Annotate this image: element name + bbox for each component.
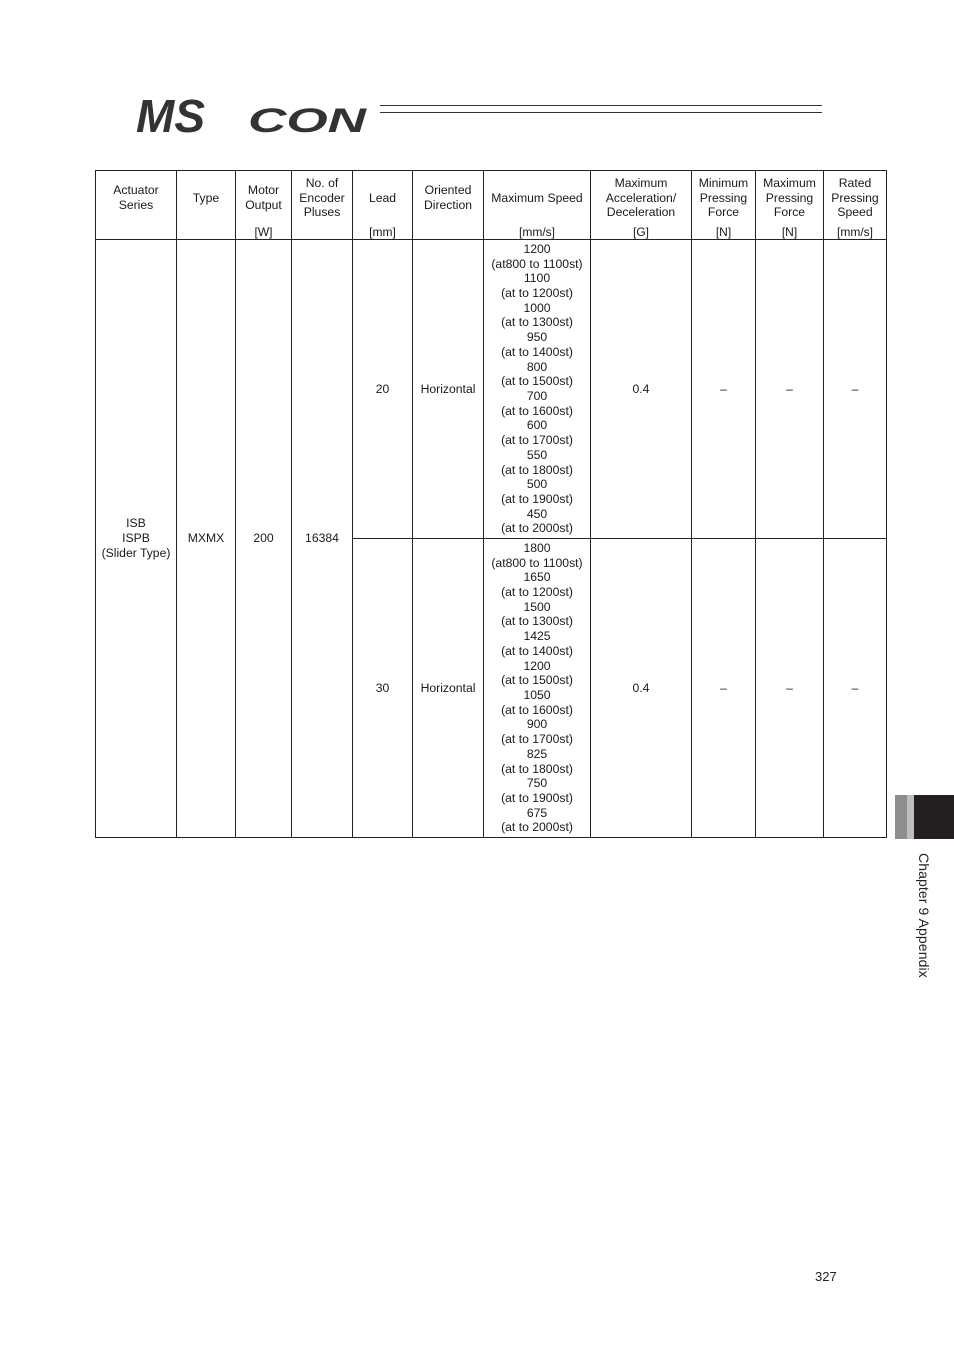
cell-rated-pressing-speed: –: [824, 240, 887, 539]
unit-oriented-direction: [413, 225, 484, 240]
speed-line: (at to 1200st): [501, 286, 573, 301]
header-motor-output: Motor Output: [236, 171, 292, 226]
header-encoder-pulses: No. of Encoder Pluses: [292, 171, 353, 226]
speed-line: 800: [526, 359, 548, 374]
cell-oriented-direction: Horizontal: [413, 240, 484, 539]
unit-type: [177, 225, 236, 240]
header-row: [96, 171, 887, 226]
unit-actuator-series: [96, 225, 177, 240]
speed-line: 1000: [523, 300, 551, 315]
cell-type: MXMX: [177, 240, 236, 838]
speed-line: (at to 2000st): [501, 820, 573, 835]
unit-encoder-pulses: [292, 225, 353, 240]
series-line: ISB: [126, 516, 146, 531]
cell-lead: 20: [353, 240, 413, 539]
speed-line: 1200: [523, 241, 551, 256]
speed-line: 900: [526, 717, 548, 732]
unit-maximum-speed: [mm/s]: [484, 225, 591, 240]
speed-line: 1100: [523, 271, 551, 286]
unit-motor-output: [W]: [236, 225, 292, 240]
cell-max-acceleration: 0.4: [591, 240, 692, 539]
cell-max-acceleration: 0.4: [591, 539, 692, 838]
speed-line: (at to 1400st): [501, 344, 573, 359]
header-maximum-speed: Maximum Speed: [484, 171, 591, 226]
cell-min-pressing-force: –: [692, 539, 756, 838]
speed-line: 600: [526, 418, 548, 433]
speed-line: (at to 1600st): [501, 702, 573, 717]
unit-max-acceleration: [G]: [591, 225, 692, 240]
speed-line: (at to 1200st): [501, 585, 573, 600]
speed-line: 1800: [523, 540, 551, 555]
speed-line: 825: [526, 746, 548, 761]
cell-motor-output: 200: [236, 240, 292, 838]
header-type: Type: [177, 171, 236, 226]
speed-line: (at800 to 1100st): [491, 555, 583, 570]
speed-line: (at to 1600st): [501, 403, 573, 418]
speed-line: 1425: [523, 629, 551, 644]
speed-line: (at to 1800st): [501, 761, 573, 776]
speed-line: 500: [526, 477, 548, 492]
cell-min-pressing-force: –: [692, 240, 756, 539]
header-rated-pressing-speed: Rated Pressing Speed: [824, 171, 887, 226]
header-lead: Lead: [353, 171, 413, 226]
cell-lead: 30: [353, 539, 413, 838]
unit-max-pressing-force: [N]: [756, 225, 824, 240]
logo-con: CON: [248, 102, 368, 138]
tab-stripe-light: [907, 795, 914, 839]
header-max-pressing-force: Maximum Pressing Force: [756, 171, 824, 226]
cell-maximum-speed: [484, 240, 591, 539]
cell-actuator-series: [96, 240, 177, 838]
speed-line: 675: [526, 805, 548, 820]
cell-max-pressing-force: –: [756, 539, 824, 838]
header-rule-top: [380, 105, 822, 106]
speed-line: 750: [526, 776, 548, 791]
actuator-spec-table: [95, 170, 887, 838]
cell-encoder-pulses: 16384: [292, 240, 353, 838]
speed-line: (at to 1700st): [501, 732, 573, 747]
header-min-pressing-force: Minimum Pressing Force: [692, 171, 756, 226]
speed-line: 1500: [523, 599, 551, 614]
speed-line: (at to 1300st): [501, 315, 573, 330]
cell-oriented-direction: Horizontal: [413, 539, 484, 838]
unit-min-pressing-force: [N]: [692, 225, 756, 240]
speed-line: (at to 1900st): [501, 790, 573, 805]
speed-line: (at to 1500st): [501, 673, 573, 688]
page-number: 327: [815, 1269, 837, 1284]
mscon-logo: [136, 94, 368, 138]
cell-rated-pressing-speed: –: [824, 539, 887, 838]
header-oriented-direction: Oriented Direction: [413, 171, 484, 226]
chapter-tab: [895, 795, 954, 839]
chapter-label: Chapter 9 Appendix: [916, 853, 932, 978]
table-row: [96, 240, 887, 539]
speed-line: (at to 1500st): [501, 374, 573, 389]
logo-ms: MS: [136, 94, 205, 138]
speed-line: 950: [526, 330, 548, 345]
speed-line: (at to 1300st): [501, 614, 573, 629]
unit-lead: [mm]: [353, 225, 413, 240]
tab-stripe-mid: [895, 795, 907, 839]
unit-rated-pressing-speed: [mm/s]: [824, 225, 887, 240]
tab-block-dark: [914, 795, 954, 839]
speed-line: 700: [526, 389, 548, 403]
speed-line: (at to 1400st): [501, 643, 573, 658]
speed-line: (at to 1800st): [501, 462, 573, 477]
speed-line: (at to 2000st): [501, 521, 573, 536]
cell-max-pressing-force: –: [756, 240, 824, 539]
speed-line: (at to 1900st): [501, 491, 573, 506]
header-actuator-series: Actuator Series: [96, 171, 177, 226]
speed-line: 1050: [523, 688, 551, 702]
speed-line: 550: [526, 447, 548, 462]
series-line: (Slider Type): [101, 545, 171, 560]
series-line: ISPB: [122, 531, 150, 546]
unit-row: [96, 225, 887, 240]
speed-line: (at800 to 1100st): [491, 256, 583, 271]
cell-maximum-speed: [484, 539, 591, 838]
speed-line: (at to 1700st): [501, 433, 573, 448]
speed-line: 1650: [523, 570, 551, 585]
speed-line: 450: [526, 506, 548, 521]
header-rule-bottom: [380, 112, 822, 113]
speed-line: 1200: [523, 658, 551, 673]
header-max-acceleration: Maximum Acceleration/ Deceleration: [591, 171, 692, 226]
